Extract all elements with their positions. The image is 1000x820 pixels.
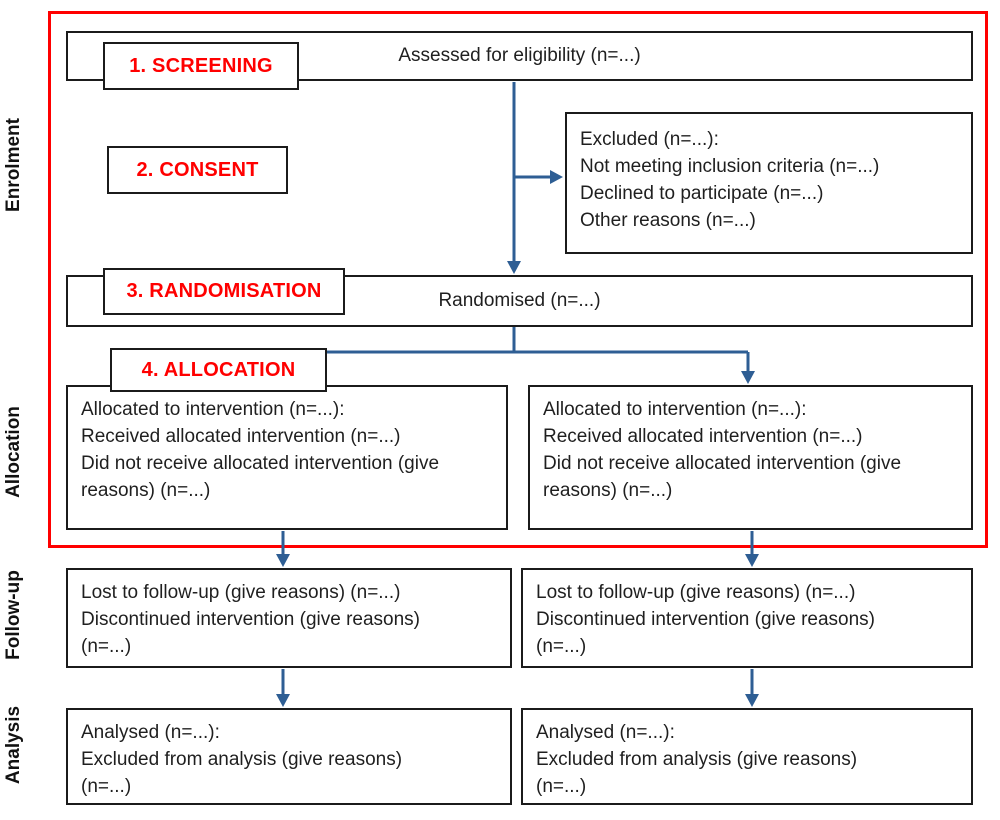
stage-label-screening: 1. SCREENING bbox=[103, 42, 299, 90]
excluded-box bbox=[565, 112, 973, 254]
analysed-line: Excluded from analysis (give reasons) bbox=[81, 749, 403, 770]
followup-line: (n=...) bbox=[81, 636, 132, 657]
followup-line: (n=...) bbox=[536, 636, 587, 657]
followup-right-box bbox=[521, 568, 973, 668]
side-label-allocation: Allocation bbox=[3, 406, 24, 498]
arrowhead-down-icon bbox=[276, 554, 290, 567]
allocated-line: Did not receive allocated intervention (give bbox=[543, 453, 902, 474]
analysed-left-box bbox=[66, 708, 512, 805]
allocated-line: Received allocated intervention (n=...) bbox=[543, 426, 863, 447]
stage-label-allocation: 4. ALLOCATION bbox=[110, 348, 327, 392]
allocated-right-box bbox=[528, 385, 973, 530]
excluded-line: Not meeting inclusion criteria (n=...) bbox=[580, 156, 880, 177]
excluded-line: Other reasons (n=...) bbox=[580, 210, 756, 231]
side-label-analysis: Analysis bbox=[3, 705, 24, 785]
randomised-text: Randomised (n=...) bbox=[438, 290, 601, 311]
excluded-line: Excluded (n=...): bbox=[580, 129, 719, 150]
analysed-line: Analysed (n=...): bbox=[81, 722, 220, 743]
analysed-line: Analysed (n=...): bbox=[536, 722, 675, 743]
allocated-line: Did not receive allocated intervention (give bbox=[81, 453, 440, 474]
allocated-line: Received allocated intervention (n=...) bbox=[81, 426, 401, 447]
allocated-line: Allocated to intervention (n=...): bbox=[81, 399, 345, 420]
followup-line: Lost to follow-up (give reasons) (n=...) bbox=[536, 582, 856, 603]
followup-left-box bbox=[66, 568, 512, 668]
assessed-text: Assessed for eligibility (n=...) bbox=[398, 45, 641, 66]
analysed-right-box bbox=[521, 708, 973, 805]
followup-line: Discontinued intervention (give reasons) bbox=[536, 609, 876, 630]
arrowhead-down-icon bbox=[745, 554, 759, 567]
analysed-line: (n=...) bbox=[81, 776, 132, 797]
analysed-line: (n=...) bbox=[536, 776, 587, 797]
allocated-line: reasons) (n=...) bbox=[543, 480, 673, 501]
side-label-enrolment: Enrolment bbox=[3, 118, 24, 212]
arrowhead-down-icon bbox=[745, 694, 759, 707]
stage-label-randomisation: 3. RANDOMISATION bbox=[103, 268, 345, 315]
arrowhead-down-icon bbox=[276, 694, 290, 707]
followup-line: Lost to follow-up (give reasons) (n=...) bbox=[81, 582, 401, 603]
allocated-line: reasons) (n=...) bbox=[81, 480, 211, 501]
followup-line: Discontinued intervention (give reasons) bbox=[81, 609, 421, 630]
allocated-line: Allocated to intervention (n=...): bbox=[543, 399, 807, 420]
stage-label-consent: 2. CONSENT bbox=[107, 146, 288, 194]
side-label-followup: Follow-up bbox=[3, 570, 24, 660]
excluded-line: Declined to participate (n=...) bbox=[580, 183, 824, 204]
analysed-line: Excluded from analysis (give reasons) bbox=[536, 749, 858, 770]
allocated-left-box bbox=[66, 385, 508, 530]
